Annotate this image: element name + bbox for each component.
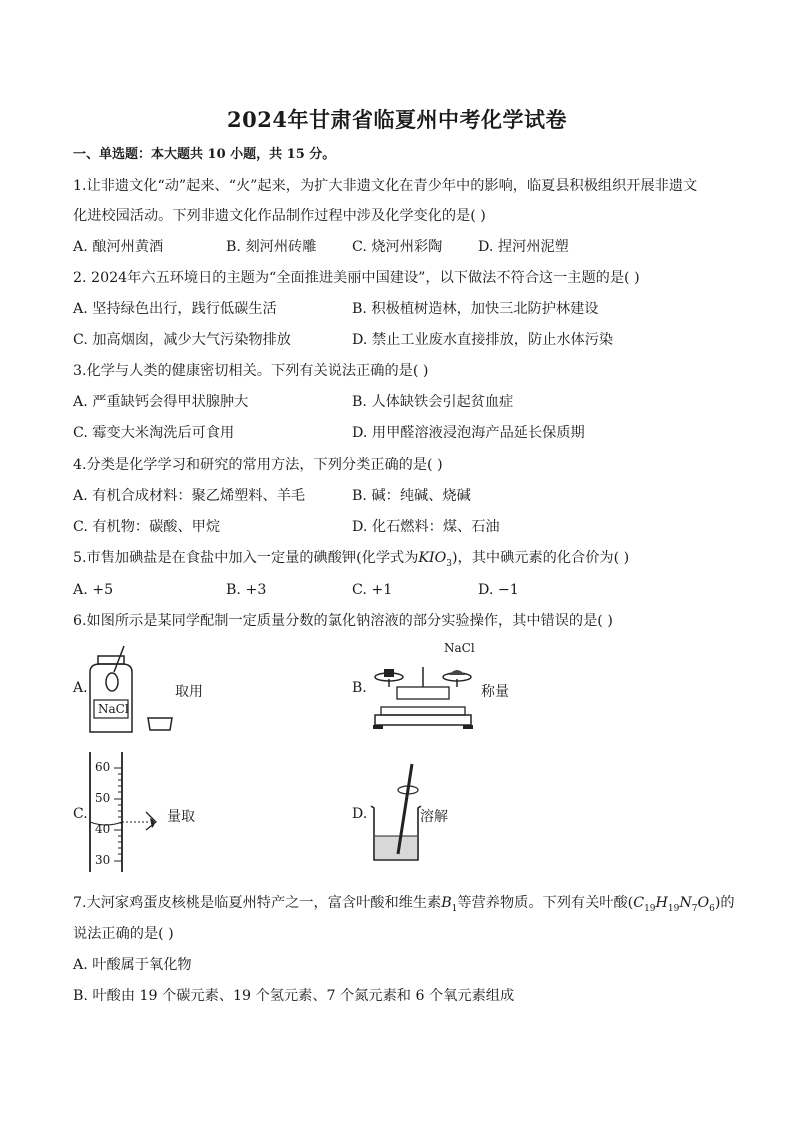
section-heading: 一、单选题：本大题共 10 小题，共 15 分。 [73,147,336,162]
q2-option-a: A. 坚持绿色出行，践行低碳生活 [73,301,277,317]
q5-stem-part2: )，其中碘元素的化合价为( ) [451,550,630,566]
q2-option-d: D. 禁止工业废水直接排放，防止水体污染 [352,332,614,348]
q6-figure-d-caption: 溶解 [420,809,448,825]
q7-formula-c: C [633,895,645,911]
q1-stem-line2: 化进校园活动。下列非遗文化作品制作过程中涉及化学变化的是( ) [73,208,486,224]
q7-stem-part1: 7.大河家鸡蛋皮核桃是临夏州特产之一，富含叶酸和维生素 [73,895,442,911]
q2-option-c: C. 加高烟囱，减少大气污染物排放 [73,332,291,348]
q5-stem-part1: 5.市售加碘盐是在食盐中加入一定量的碘酸钾(化学式为 [73,550,419,566]
q5-formula: KIO [418,550,447,566]
q5-option-a: A. +5 [73,582,114,598]
q5-stem [73,548,629,574]
q6-figure-a-caption: 取用 [175,684,203,700]
cyl-tick-50: 50 [95,791,111,805]
q7-vitamin: B [441,895,452,911]
q6-stem: 6.如图所示是某同学配制一定质量分数的氯化钠溶液的部分实验操作，其中错误的是( ) [73,613,613,629]
q3-option-b: B. 人体缺铁会引起贫血症 [352,394,514,410]
q6-figure-c-caption: 量取 [167,809,195,825]
q7-formula-c-sub: 19 [644,903,656,914]
q3-option-c: C. 霉变大米淘洗后可食用 [73,425,235,441]
q7-option-b: B. 叶酸由 19 个碳元素、19 个氢元素、7 个氮元素和 6 个氧元素组成 [73,988,515,1004]
q6-figure-b-letter: B. [352,680,367,696]
q7-stem-part2: 等营养物质。下列有关叶酸( [457,895,634,911]
balance-sample-label: NaCl [444,641,475,655]
q3-stem: 3.化学与人类的健康密切相关。下列有关说法正确的是( ) [73,363,429,379]
q1-option-a: A. 酿河州黄酒 [73,239,164,255]
reagent-bottle-figure [80,640,180,735]
cyl-tick-40: 40 [95,822,111,836]
q2-option-b: B. 积极植树造林，加快三北防护林建设 [352,301,599,317]
q7-stem-line2: 说法正确的是( ) [73,926,174,942]
q6-figure-d-letter: D. [352,806,368,822]
beaker-figure [368,762,428,864]
cyl-tick-60: 60 [95,760,111,774]
q7-formula-n-sub: 7 [691,903,698,914]
q4-option-c: C. 有机物：碳酸、甲烷 [73,519,221,535]
q1-option-d: D. 捏河州泥塑 [478,239,569,255]
bottle-label: NaCl [98,702,129,716]
q4-option-b: B. 碱：纯碱、烧碱 [352,488,471,504]
q1-option-b: B. 刻河州砖雕 [226,239,317,255]
q3-option-a: A. 严重缺钙会得甲状腺肿大 [73,394,249,410]
q4-option-a: A. 有机合成材料：聚乙烯塑料、羊毛 [73,488,306,504]
q6-figure-b-caption: 称量 [481,684,509,700]
q5-option-c: C. +1 [352,582,393,598]
q6-figure-a-letter: A. [73,680,88,696]
q6-figure-c-letter: C. [73,806,88,822]
q7-formula-o-sub: 6 [709,903,715,914]
q7-formula-h-sub: 19 [667,903,680,914]
q2-stem: 2. 2024年六五环境日的主题为“全面推进美丽中国建设”，以下做法不符合这一主题的是( ) [73,270,640,286]
q7-formula-h: H [655,895,668,911]
q4-option-d: D. 化石燃料：煤、石油 [352,519,500,535]
cyl-tick-30: 30 [95,853,111,867]
q7-stem-line1 [73,893,735,919]
q5-formula-sub: 3 [446,558,452,569]
q1-stem-line1: 1.让非遗文化“动”起来、“火”起来，为扩大非遗文化在青少年中的影响，临夏县积极组织开展非遗文 [73,178,698,194]
q5-option-d: D. −1 [478,582,519,598]
q7-vitamin-sub: 1 [451,903,458,914]
q7-stem-part3: )的 [714,895,735,911]
q7-formula-o: O [697,895,710,911]
page-title: 2024年甘肃省临夏州中考化学试卷 [227,107,567,132]
q1-option-c: C. 烧河州彩陶 [352,239,443,255]
q5-option-b: B. +3 [226,582,267,598]
q3-option-d: D. 用甲醛溶液浸泡海产品延长保质期 [352,425,585,441]
balance-figure [367,645,479,730]
q7-formula-n: N [679,895,692,911]
q7-option-a: A. 叶酸属于氧化物 [73,957,192,973]
q4-stem: 4.分类是化学学习和研究的常用方法，下列分类正确的是( ) [73,457,443,473]
